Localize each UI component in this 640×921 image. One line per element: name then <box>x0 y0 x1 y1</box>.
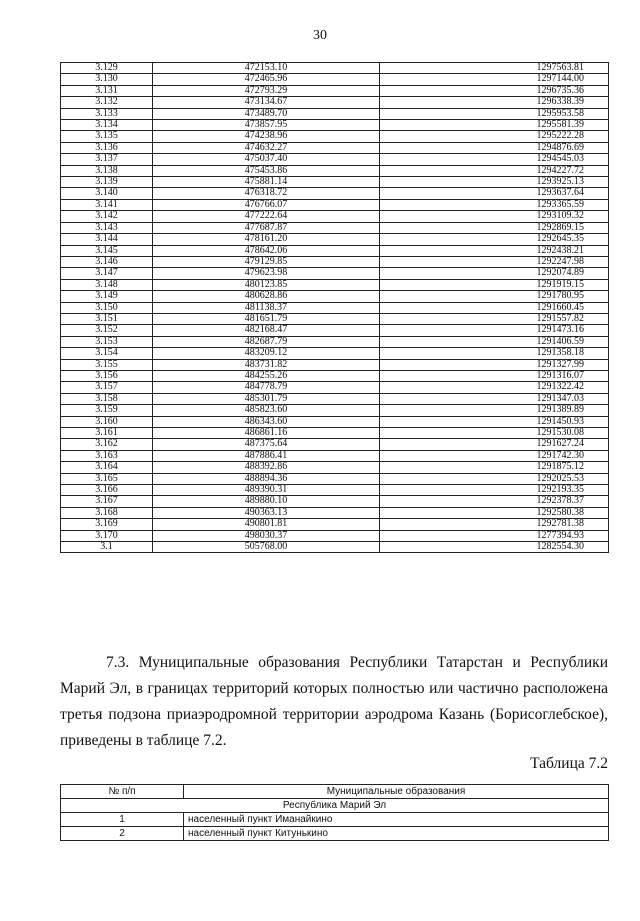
coord-y: 1294227.72 <box>380 165 609 176</box>
coord-x: 489390.31 <box>153 485 380 496</box>
point-number: 3.160 <box>61 416 153 427</box>
point-number: 3.147 <box>61 268 153 279</box>
coord-y: 1292074.89 <box>380 268 609 279</box>
table-header-row <box>61 785 609 799</box>
point-number: 3.162 <box>61 439 153 450</box>
table-row <box>61 462 609 473</box>
table-row <box>61 496 609 507</box>
table-row <box>61 827 609 841</box>
coord-y: 1292438.21 <box>380 245 609 256</box>
header-number: № п/п <box>61 785 184 799</box>
coord-x: 498030.37 <box>153 530 380 541</box>
coord-y: 1291530.08 <box>380 428 609 439</box>
point-number: 3.170 <box>61 530 153 541</box>
point-number: 3.155 <box>61 359 153 370</box>
table-row <box>61 222 609 233</box>
section-paragraph <box>60 650 608 754</box>
point-number: 3.159 <box>61 405 153 416</box>
table-row <box>61 211 609 222</box>
table-row <box>61 348 609 359</box>
coord-x: 475881.14 <box>153 177 380 188</box>
point-number: 3.168 <box>61 507 153 518</box>
coord-x: 484255.26 <box>153 370 380 381</box>
point-number: 3.156 <box>61 370 153 381</box>
coord-x: 488894.36 <box>153 473 380 484</box>
point-number: 3.169 <box>61 519 153 530</box>
row-number: 2 <box>61 827 184 841</box>
coord-x: 480123.85 <box>153 279 380 290</box>
table-row <box>61 63 609 74</box>
coord-y: 1291919.15 <box>380 279 609 290</box>
table-section-row <box>61 799 609 813</box>
table-row <box>61 416 609 427</box>
point-number: 3.145 <box>61 245 153 256</box>
table-row <box>61 120 609 131</box>
table-row <box>61 382 609 393</box>
row-municipality: населенный пункт Иманайкино <box>184 813 609 827</box>
table-row <box>61 439 609 450</box>
coord-x: 483731.82 <box>153 359 380 370</box>
table-row <box>61 131 609 142</box>
coord-y: 1291389.89 <box>380 405 609 416</box>
coord-y: 1294876.69 <box>380 142 609 153</box>
table-row <box>61 177 609 188</box>
point-number: 3.165 <box>61 473 153 484</box>
coord-x: 481138.37 <box>153 302 380 313</box>
table-row <box>61 507 609 518</box>
point-number: 3.163 <box>61 450 153 461</box>
coord-x: 475453.86 <box>153 165 380 176</box>
coord-x: 480628.86 <box>153 291 380 302</box>
coord-x: 490801.81 <box>153 519 380 530</box>
coord-x: 485301.79 <box>153 393 380 404</box>
table-row <box>61 359 609 370</box>
coordinates-table <box>60 62 609 553</box>
table-row <box>61 108 609 119</box>
coord-x: 475037.40 <box>153 154 380 165</box>
table-row <box>61 813 609 827</box>
point-number: 3.149 <box>61 291 153 302</box>
point-number: 3.130 <box>61 74 153 85</box>
point-number: 3.166 <box>61 485 153 496</box>
point-number: 3.167 <box>61 496 153 507</box>
table-row <box>61 268 609 279</box>
table-row <box>61 313 609 324</box>
table-caption: Таблица 7.2 <box>530 755 608 772</box>
coord-y: 1292025.53 <box>380 473 609 484</box>
coord-x: 476318.72 <box>153 188 380 199</box>
point-number: 3.158 <box>61 393 153 404</box>
coord-y: 1291473.16 <box>380 325 609 336</box>
point-number: 3.137 <box>61 154 153 165</box>
table-row <box>61 85 609 96</box>
table-row <box>61 234 609 245</box>
coord-x: 472465.96 <box>153 74 380 85</box>
table-row <box>61 393 609 404</box>
coord-y: 1292378.37 <box>380 496 609 507</box>
coord-x: 488392.86 <box>153 462 380 473</box>
point-number: 3.164 <box>61 462 153 473</box>
point-number: 3.133 <box>61 108 153 119</box>
coord-x: 481651.79 <box>153 313 380 324</box>
table-row <box>61 165 609 176</box>
coord-y: 1292193.35 <box>380 485 609 496</box>
paragraph-text: 7.3. Муниципальные образования Республики Татарстан и Республики Марий Эл, в границах территорий которых полностью или частично расположена третья подзона приаэродромной территории аэродрома Казань (Борисоглебское), приведены в таблице 7.2. <box>60 654 608 749</box>
coord-x: 474632.27 <box>153 142 380 153</box>
point-number: 3.135 <box>61 131 153 142</box>
coord-x: 487886.41 <box>153 450 380 461</box>
coord-x: 473134.67 <box>153 97 380 108</box>
coord-y: 1291660.45 <box>380 302 609 313</box>
coord-x: 478161.20 <box>153 234 380 245</box>
table-row <box>61 291 609 302</box>
point-number: 3.161 <box>61 428 153 439</box>
coord-y: 1291557.82 <box>380 313 609 324</box>
coord-y: 1297144.00 <box>380 74 609 85</box>
coord-y: 1291316.07 <box>380 370 609 381</box>
coord-y: 1292580.38 <box>380 507 609 518</box>
point-number: 3.141 <box>61 199 153 210</box>
coord-x: 486343.60 <box>153 416 380 427</box>
coord-y: 1293637.64 <box>380 188 609 199</box>
coord-x: 482168.47 <box>153 325 380 336</box>
coord-y: 1291322.42 <box>380 382 609 393</box>
coord-y: 1292645.35 <box>380 234 609 245</box>
row-number: 1 <box>61 813 184 827</box>
coord-x: 474238.96 <box>153 131 380 142</box>
coord-x: 505768.00 <box>153 542 380 553</box>
point-number: 3.144 <box>61 234 153 245</box>
coord-y: 1291742.30 <box>380 450 609 461</box>
point-number: 3.152 <box>61 325 153 336</box>
coord-x: 479129.85 <box>153 256 380 267</box>
coord-x: 472153.10 <box>153 63 380 74</box>
coord-y: 1292869.15 <box>380 222 609 233</box>
coord-y: 1291358.18 <box>380 348 609 359</box>
coord-y: 1291450.93 <box>380 416 609 427</box>
coord-x: 485823.60 <box>153 405 380 416</box>
point-number: 3.142 <box>61 211 153 222</box>
table-row <box>61 256 609 267</box>
page-number: 30 <box>313 28 327 43</box>
point-number: 3.157 <box>61 382 153 393</box>
coord-x: 484778.79 <box>153 382 380 393</box>
point-number: 3.138 <box>61 165 153 176</box>
header-municipalities: Муниципальные образования <box>184 785 609 799</box>
point-number: 3.143 <box>61 222 153 233</box>
table-row <box>61 74 609 85</box>
coord-x: 473489.70 <box>153 108 380 119</box>
table-row <box>61 542 609 553</box>
coord-y: 1291627.24 <box>380 439 609 450</box>
coord-x: 477687.87 <box>153 222 380 233</box>
table-row <box>61 519 609 530</box>
table-row <box>61 142 609 153</box>
coord-y: 1292247.98 <box>380 256 609 267</box>
table-row <box>61 428 609 439</box>
coord-x: 487375.64 <box>153 439 380 450</box>
coord-y: 1291347.03 <box>380 393 609 404</box>
table-row <box>61 450 609 461</box>
table-row <box>61 473 609 484</box>
coord-x: 486861.16 <box>153 428 380 439</box>
point-number: 3.150 <box>61 302 153 313</box>
coord-y: 1296735.36 <box>380 85 609 96</box>
coord-y: 1291780.95 <box>380 291 609 302</box>
table-row <box>61 325 609 336</box>
coord-x: 478642.06 <box>153 245 380 256</box>
point-number: 3.139 <box>61 177 153 188</box>
coord-x: 472793.29 <box>153 85 380 96</box>
table-row <box>61 154 609 165</box>
coord-y: 1291406.59 <box>380 336 609 347</box>
coord-x: 477222.64 <box>153 211 380 222</box>
point-number: 3.151 <box>61 313 153 324</box>
table-row <box>61 370 609 381</box>
table-row <box>61 336 609 347</box>
point-number: 3.154 <box>61 348 153 359</box>
table-row <box>61 188 609 199</box>
section-republic: Республика Марий Эл <box>61 799 609 813</box>
coord-x: 473857.95 <box>153 120 380 131</box>
point-number: 3.129 <box>61 63 153 74</box>
table-row <box>61 485 609 496</box>
coord-y: 1295953.58 <box>380 108 609 119</box>
coord-y: 1293109.32 <box>380 211 609 222</box>
coord-x: 490363.13 <box>153 507 380 518</box>
coord-y: 1291875.12 <box>380 462 609 473</box>
point-number: 3.136 <box>61 142 153 153</box>
coord-y: 1291327.99 <box>380 359 609 370</box>
row-municipality: населенный пункт Китунькино <box>184 827 609 841</box>
point-number: 3.148 <box>61 279 153 290</box>
point-number: 3.140 <box>61 188 153 199</box>
coord-x: 476766.07 <box>153 199 380 210</box>
coord-y: 1293365.59 <box>380 199 609 210</box>
coord-y: 1295222.28 <box>380 131 609 142</box>
point-number: 3.146 <box>61 256 153 267</box>
table-row <box>61 97 609 108</box>
point-number: 3.1 <box>61 542 153 553</box>
table-row <box>61 245 609 256</box>
coord-x: 479623.98 <box>153 268 380 279</box>
coord-y: 1295581.39 <box>380 120 609 131</box>
coord-x: 483209.12 <box>153 348 380 359</box>
coord-y: 1282554.30 <box>380 542 609 553</box>
coord-x: 489880.10 <box>153 496 380 507</box>
coord-y: 1297563.81 <box>380 63 609 74</box>
table-row <box>61 405 609 416</box>
coord-y: 1296338.39 <box>380 97 609 108</box>
coord-y: 1293925.13 <box>380 177 609 188</box>
table-row <box>61 199 609 210</box>
municipalities-table <box>60 784 609 841</box>
point-number: 3.134 <box>61 120 153 131</box>
coord-y: 1294545.03 <box>380 154 609 165</box>
table-row <box>61 302 609 313</box>
point-number: 3.131 <box>61 85 153 96</box>
coord-x: 482687.79 <box>153 336 380 347</box>
coord-y: 1277394.93 <box>380 530 609 541</box>
table-row <box>61 279 609 290</box>
coord-y: 1292781.38 <box>380 519 609 530</box>
point-number: 3.153 <box>61 336 153 347</box>
point-number: 3.132 <box>61 97 153 108</box>
table-row <box>61 530 609 541</box>
